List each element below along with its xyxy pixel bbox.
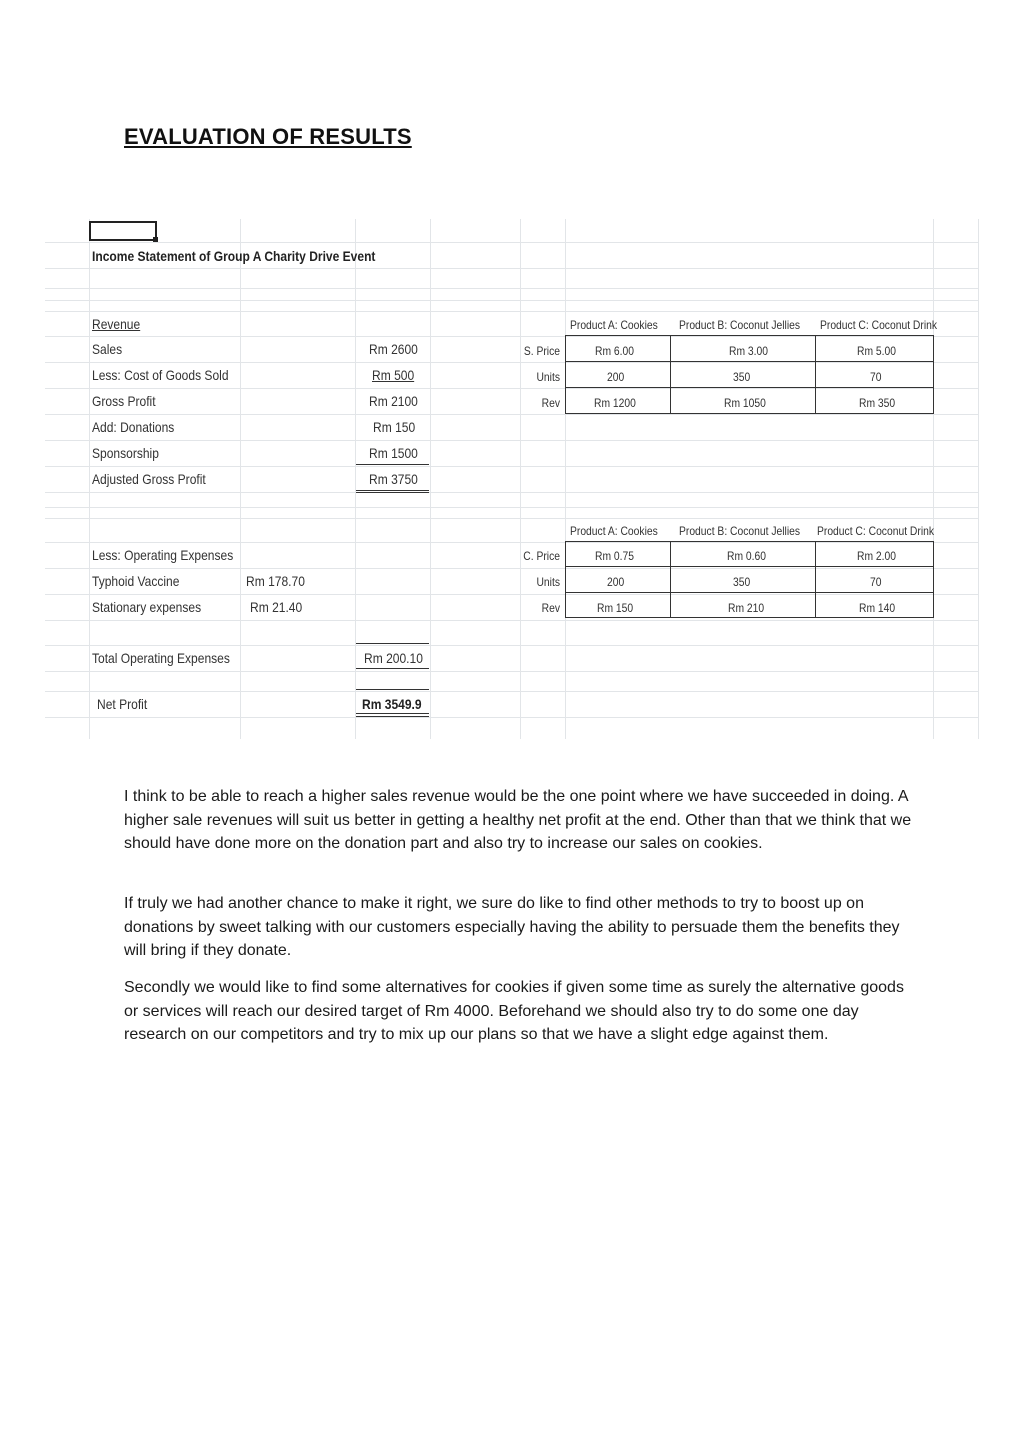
gross-profit-label: Gross Profit	[92, 393, 156, 409]
sheet-title: Income Statement of Group A Charity Drive Event	[92, 248, 376, 264]
sponsorship-value: Rm 1500	[369, 445, 418, 461]
sales-cell: 200	[607, 370, 625, 384]
cost-table-header-b: Product B: Coconut Jellies	[679, 524, 801, 538]
sales-label: Sales	[92, 341, 123, 357]
cost-row-label-price: C. Price	[523, 549, 560, 563]
sales-cell: 70	[870, 370, 882, 384]
typhoid-vaccine-value: Rm 178.70	[246, 573, 305, 589]
paragraph: I think to be able to reach a higher sales revenue would be the one point where we have succeeded in doing. A higher sale revenues will suit us better in getting a healthy net profit at the end. Other than that we think that we should have done more on the donation part and also try to increase our sales on cookies.	[124, 788, 912, 852]
sales-cell: Rm 350	[859, 396, 896, 410]
adjusted-gross-profit-label: Adjusted Gross Profit	[92, 471, 206, 487]
sales-value: Rm 2600	[369, 341, 418, 357]
cost-cell: Rm 2.00	[857, 549, 897, 563]
revenue-label: Revenue	[92, 316, 141, 332]
sales-row-label-price: S. Price	[523, 344, 560, 358]
cost-cell: Rm 0.75	[595, 549, 635, 563]
stationary-expenses-value: Rm 21.40	[250, 599, 303, 615]
cost-cell: Rm 140	[859, 601, 896, 615]
cost-cell: Rm 0.60	[727, 549, 767, 563]
cogs-value: Rm 500	[372, 367, 415, 383]
adjusted-gross-profit-value: Rm 3750	[369, 471, 418, 487]
total-operating-expenses-label: Total Operating Expenses	[92, 650, 230, 666]
cost-cell: 200	[607, 575, 625, 589]
sales-table-header-c: Product C: Coconut Drink	[820, 318, 938, 332]
cost-cell: 350	[733, 575, 751, 589]
cost-row-label-units: Units	[536, 575, 560, 589]
cost-row-label-rev: Rev	[541, 601, 560, 615]
cost-cell: 70	[870, 575, 882, 589]
sales-cell: Rm 6.00	[595, 344, 635, 358]
sales-table-header-b: Product B: Coconut Jellies	[679, 318, 801, 332]
donations-value: Rm 150	[373, 419, 416, 435]
page-heading: EVALUATION OF RESULTS	[124, 124, 412, 149]
total-operating-expenses-value: Rm 200.10	[364, 650, 423, 666]
stationary-expenses-label: Stationary expenses	[92, 599, 202, 615]
paragraph: If truly we had another chance to make it right, we sure do like to find other methods to try to boost up on donations by sweet talking with our customers especially having the ability to persuade them the benefits they will bring if they donate.	[124, 895, 900, 959]
sales-cell: Rm 5.00	[857, 344, 897, 358]
cost-cell: Rm 150	[597, 601, 634, 615]
cost-table-header-a: Product A: Cookies	[570, 524, 658, 538]
operating-expenses-label: Less: Operating Expenses	[92, 547, 234, 563]
cost-table-header-c: Product C: Coconut Drink	[817, 524, 935, 538]
selected-cell	[89, 221, 157, 241]
cogs-label: Less: Cost of Goods Sold	[92, 367, 229, 383]
spreadsheet-image	[45, 219, 979, 739]
sales-cell: Rm 1050	[724, 396, 766, 410]
fill-handle	[153, 237, 158, 242]
net-profit-value: Rm 3549.9	[362, 696, 422, 712]
sales-cell: 350	[733, 370, 751, 384]
sales-cell: Rm 1200	[594, 396, 636, 410]
sales-row-label-rev: Rev	[541, 396, 560, 410]
paragraph: Secondly we would like to find some alternatives for cookies if given some time as surely the alternative goods or services will reach our desired target of Rm 4000. Beforehand we should also try to do some one day research on our competitors and try to mix up our plans so that we have a slight edge against them.	[124, 979, 904, 1043]
sales-cell: Rm 3.00	[729, 344, 769, 358]
sponsorship-label: Sponsorship	[92, 445, 159, 461]
typhoid-vaccine-label: Typhoid Vaccine	[92, 573, 180, 589]
donations-label: Add: Donations	[92, 419, 175, 435]
net-profit-label: Net Profit	[97, 696, 148, 712]
sales-row-label-units: Units	[536, 370, 560, 384]
sales-table-header-a: Product A: Cookies	[570, 318, 658, 332]
gross-profit-value: Rm 2100	[369, 393, 418, 409]
cost-cell: Rm 210	[728, 601, 765, 615]
